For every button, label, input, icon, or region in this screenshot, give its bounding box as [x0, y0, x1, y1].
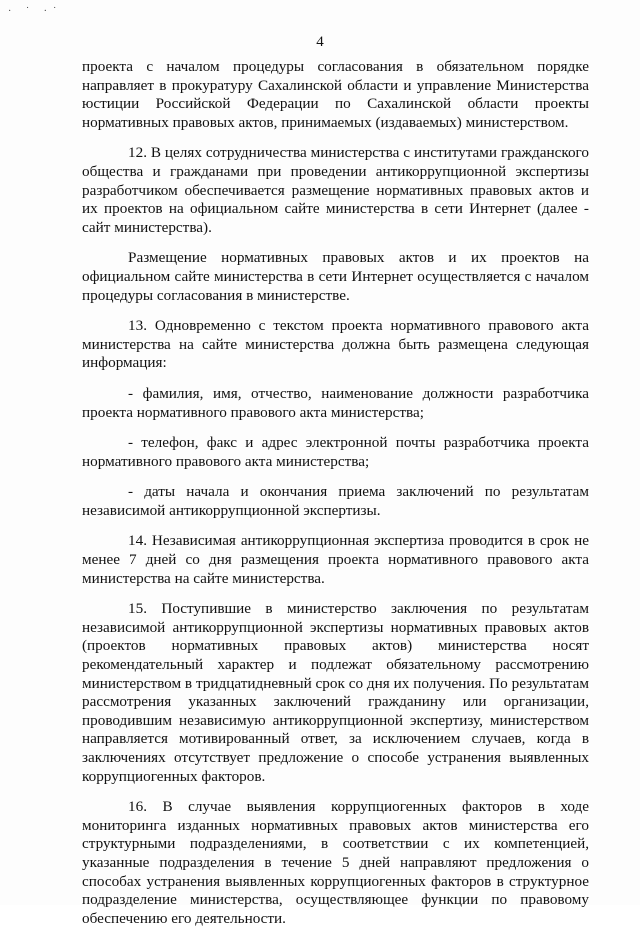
list-item-developer-contacts: - телефон, факс и адрес электронной почты разработчика проекта нормативного правового акта министерства;	[82, 434, 589, 470]
paragraph-12: 12. В целях сотрудничества министерства с институтами гражданского общества и гражданами при проведении антикоррупционной экспертизы разработчиком обеспечивается размещение нормативных правовых актов и их проектов на официальном сайте министерства в сети Интернет (далее - сайт министерства).	[82, 144, 589, 236]
paragraph-15: 15. Поступившие в министерство заключения по результатам независимой антикоррупционной экспертизы нормативных правовых актов (проектов нормативных правовых актов) министерства носят рекомендательный характер и подлежат обязательному рассмотрению министерством в тридцатидневный срок со дня их получения. По результатам рассмотрения указанных заключений гражданину или организации, проводившим независимую антикоррупционной экспертизу, министерством направляется мотивированный ответ, за исключением случаев, когда в заключениях отсутствует предложение о способе устранения выявленных коррупциогенных факторов.	[82, 600, 589, 785]
document-body	[82, 58, 589, 940]
paragraph-16: 16. В случае выявления коррупциогенных факторов в ходе мониторинга изданных нормативных правовых актов министерства его структурными подразделениями, в соответствии с их компетенцией, указанные подразделения в течение 5 дней направляют предложения о способах устранения выявленных коррупциогенных факторов в структурное подразделение министерства, осуществляющее функции по правовому обеспечению его деятельности.	[82, 798, 589, 927]
page-number: 4	[316, 34, 324, 50]
paragraph-continuation: проекта с началом процедуры согласования в обязательном порядке направляет в прокуратуру Сахалинской области и управление Министерства юстиции Российской Федерации по Сахалинской области проекты нормативных правовых актов, принимаемых (издаваемых) министерством.	[82, 58, 589, 131]
scan-specks: · ˙ ·˙	[8, 6, 63, 17]
list-item-developer-name: - фамилия, имя, отчество, наименование должности разработчика проекта нормативного правового акта министерства;	[82, 384, 589, 421]
list-item-review-dates: - даты начала и окончания приема заключений по результатам независимой антикоррупционной экспертизы.	[82, 483, 589, 519]
paragraph-13: 13. Одновременно с текстом проекта нормативного правового акта министерства на сайте министерства должна быть размещена следующая информация:	[82, 317, 589, 372]
paragraph-14: 14. Независимая антикоррупционная экспертиза проводится в срок не менее 7 дней со дня размещения проекта нормативного правового акта министерства на сайте министерства.	[82, 532, 589, 587]
paragraph-12-placement: Размещение нормативных правовых актов и их проектов на официальном сайте министерства в сети Интернет осуществляется с началом процедуры согласования в министерстве.	[82, 249, 589, 304]
